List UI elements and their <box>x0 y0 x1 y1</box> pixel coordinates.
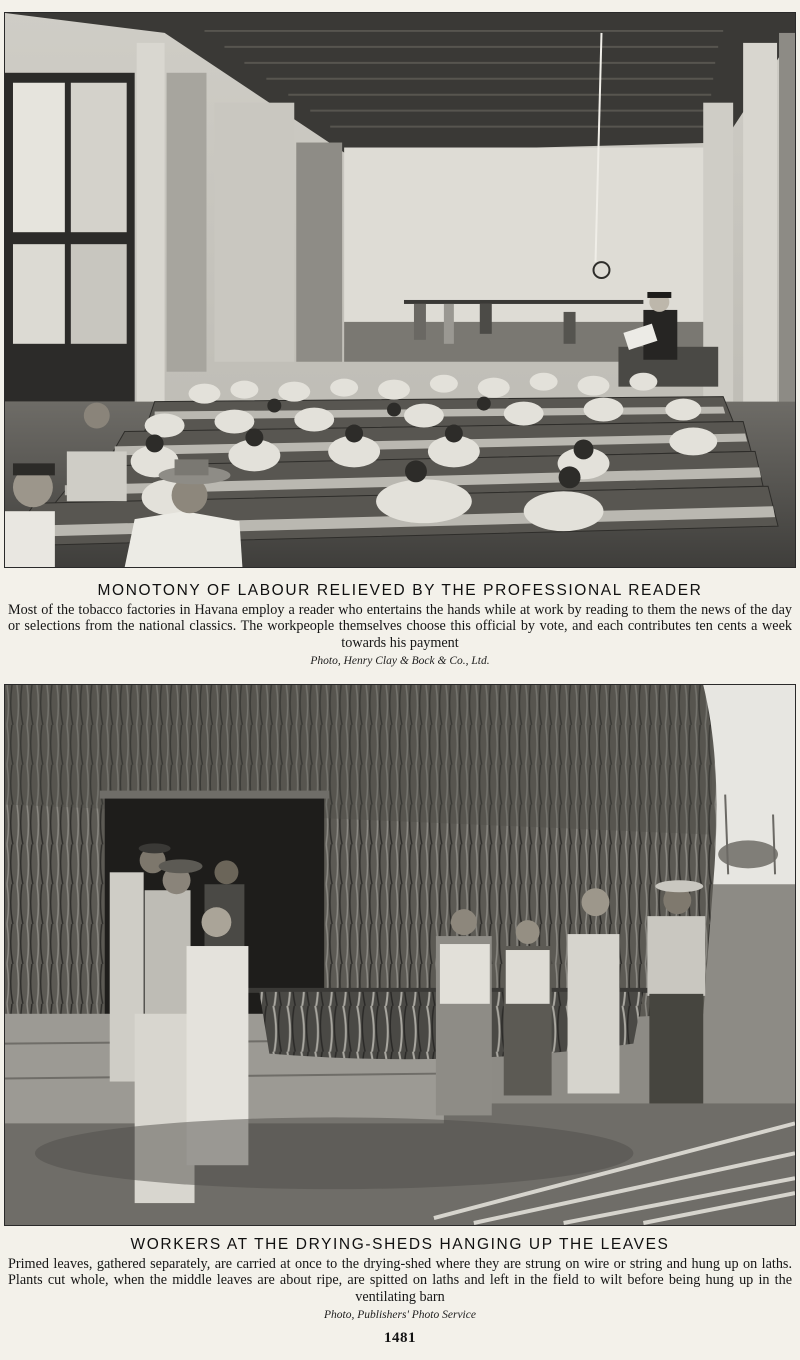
drying-shed-photo <box>4 684 796 1226</box>
drying-shed-illustration <box>5 685 795 1225</box>
top-caption-body: Most of the tobacco factories in Havana employ a reader who entertains the hands while at work by reading to them the news of the day or selections from the national classics. The workpeople themselves choose this official by vote, and each contributes ten cents a week towards his payment <box>8 602 792 651</box>
bottom-photo-credit: Photo, Publishers' Photo Service <box>324 1309 476 1322</box>
bottom-caption <box>8 1235 792 1322</box>
bottom-caption-title: WORKERS AT THE DRYING-SHEDS HANGING UP THE LEAVES <box>130 1236 670 1253</box>
top-caption-title: MONOTONY OF LABOUR RELIEVED BY THE PROFESSIONAL READER <box>97 582 703 599</box>
bottom-caption-body: Primed leaves, gathered separately, are carried at once to the drying-shed where they are strung on wire or string and hung up on laths. Plants cut whole, when the middle leaves are about ripe, are spitted on laths and left in the field to wilt before being hung up in the ventilating barn <box>8 1256 792 1305</box>
top-caption <box>8 581 792 668</box>
top-photo-credit: Photo, Henry Clay & Bock & Co., Ltd. <box>310 655 490 668</box>
factory-reader-photo <box>4 12 796 568</box>
page-number: 1481 <box>384 1330 416 1346</box>
factory-reader-illustration <box>5 13 795 567</box>
